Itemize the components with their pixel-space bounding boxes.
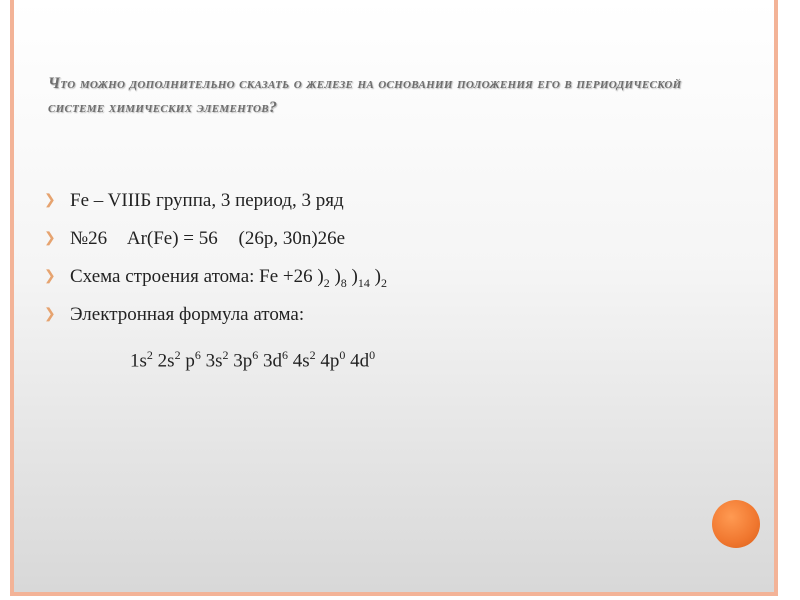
decorative-circle-icon — [712, 500, 760, 548]
orbital: 3s — [200, 350, 223, 372]
bullet-list — [44, 186, 744, 338]
shell-1: 2 — [323, 275, 330, 290]
bullet-group-period — [44, 186, 744, 224]
shell-sep: ) — [329, 266, 341, 287]
electron-count: 2 — [309, 348, 316, 362]
orbital: 3p — [228, 350, 253, 372]
shell-3: 14 — [357, 275, 370, 290]
particle-count: (26p, 30n)26e — [238, 228, 346, 249]
shell-sep: ) — [346, 266, 358, 287]
electron-count: 2 — [222, 348, 229, 362]
electron-count: 6 — [194, 348, 201, 362]
bullet-electron-formula — [44, 300, 744, 338]
bullet-text: Fe – VIIIБ группа, 3 период, 3 ряд — [70, 190, 344, 211]
electron-count: 6 — [281, 348, 288, 362]
bullet-icon: ❯ — [44, 193, 56, 208]
bullet-text: Электронная формула атома: — [70, 304, 305, 325]
electron-count: 2 — [146, 348, 153, 362]
atomic-number: №26 — [70, 228, 108, 249]
orbital: 4p — [315, 350, 340, 372]
electron-count: 0 — [369, 348, 376, 362]
electron-count: 2 — [174, 348, 181, 362]
electron-count: 6 — [252, 348, 259, 362]
electron-count: 0 — [339, 348, 346, 362]
bullet-icon: ❯ — [44, 231, 56, 246]
atomic-mass: Ar(Fe) = 56 — [126, 228, 218, 249]
orbital: 4s — [287, 350, 310, 372]
orbital: 4d — [345, 350, 370, 372]
bullet-icon: ❯ — [44, 307, 56, 322]
shell-4: 2 — [380, 275, 387, 290]
bullet-atom-scheme — [44, 262, 744, 300]
orbital: p — [180, 350, 195, 372]
shell-sep: ) — [369, 266, 381, 287]
bullet-icon: ❯ — [44, 269, 56, 284]
shell-2: 8 — [340, 275, 347, 290]
bullet-number-mass — [44, 224, 744, 262]
orbital: 3d — [258, 350, 282, 372]
scheme-prefix: Схема строения атома: Fe +26 ) — [70, 266, 324, 287]
orbital: 2s — [152, 350, 175, 372]
slide-title: Что можно дополнительно сказать о железе на основании положения его в периодической системе химических элементов? — [48, 75, 682, 116]
orbital: 1s — [130, 350, 147, 372]
electron-formula — [130, 340, 375, 376]
